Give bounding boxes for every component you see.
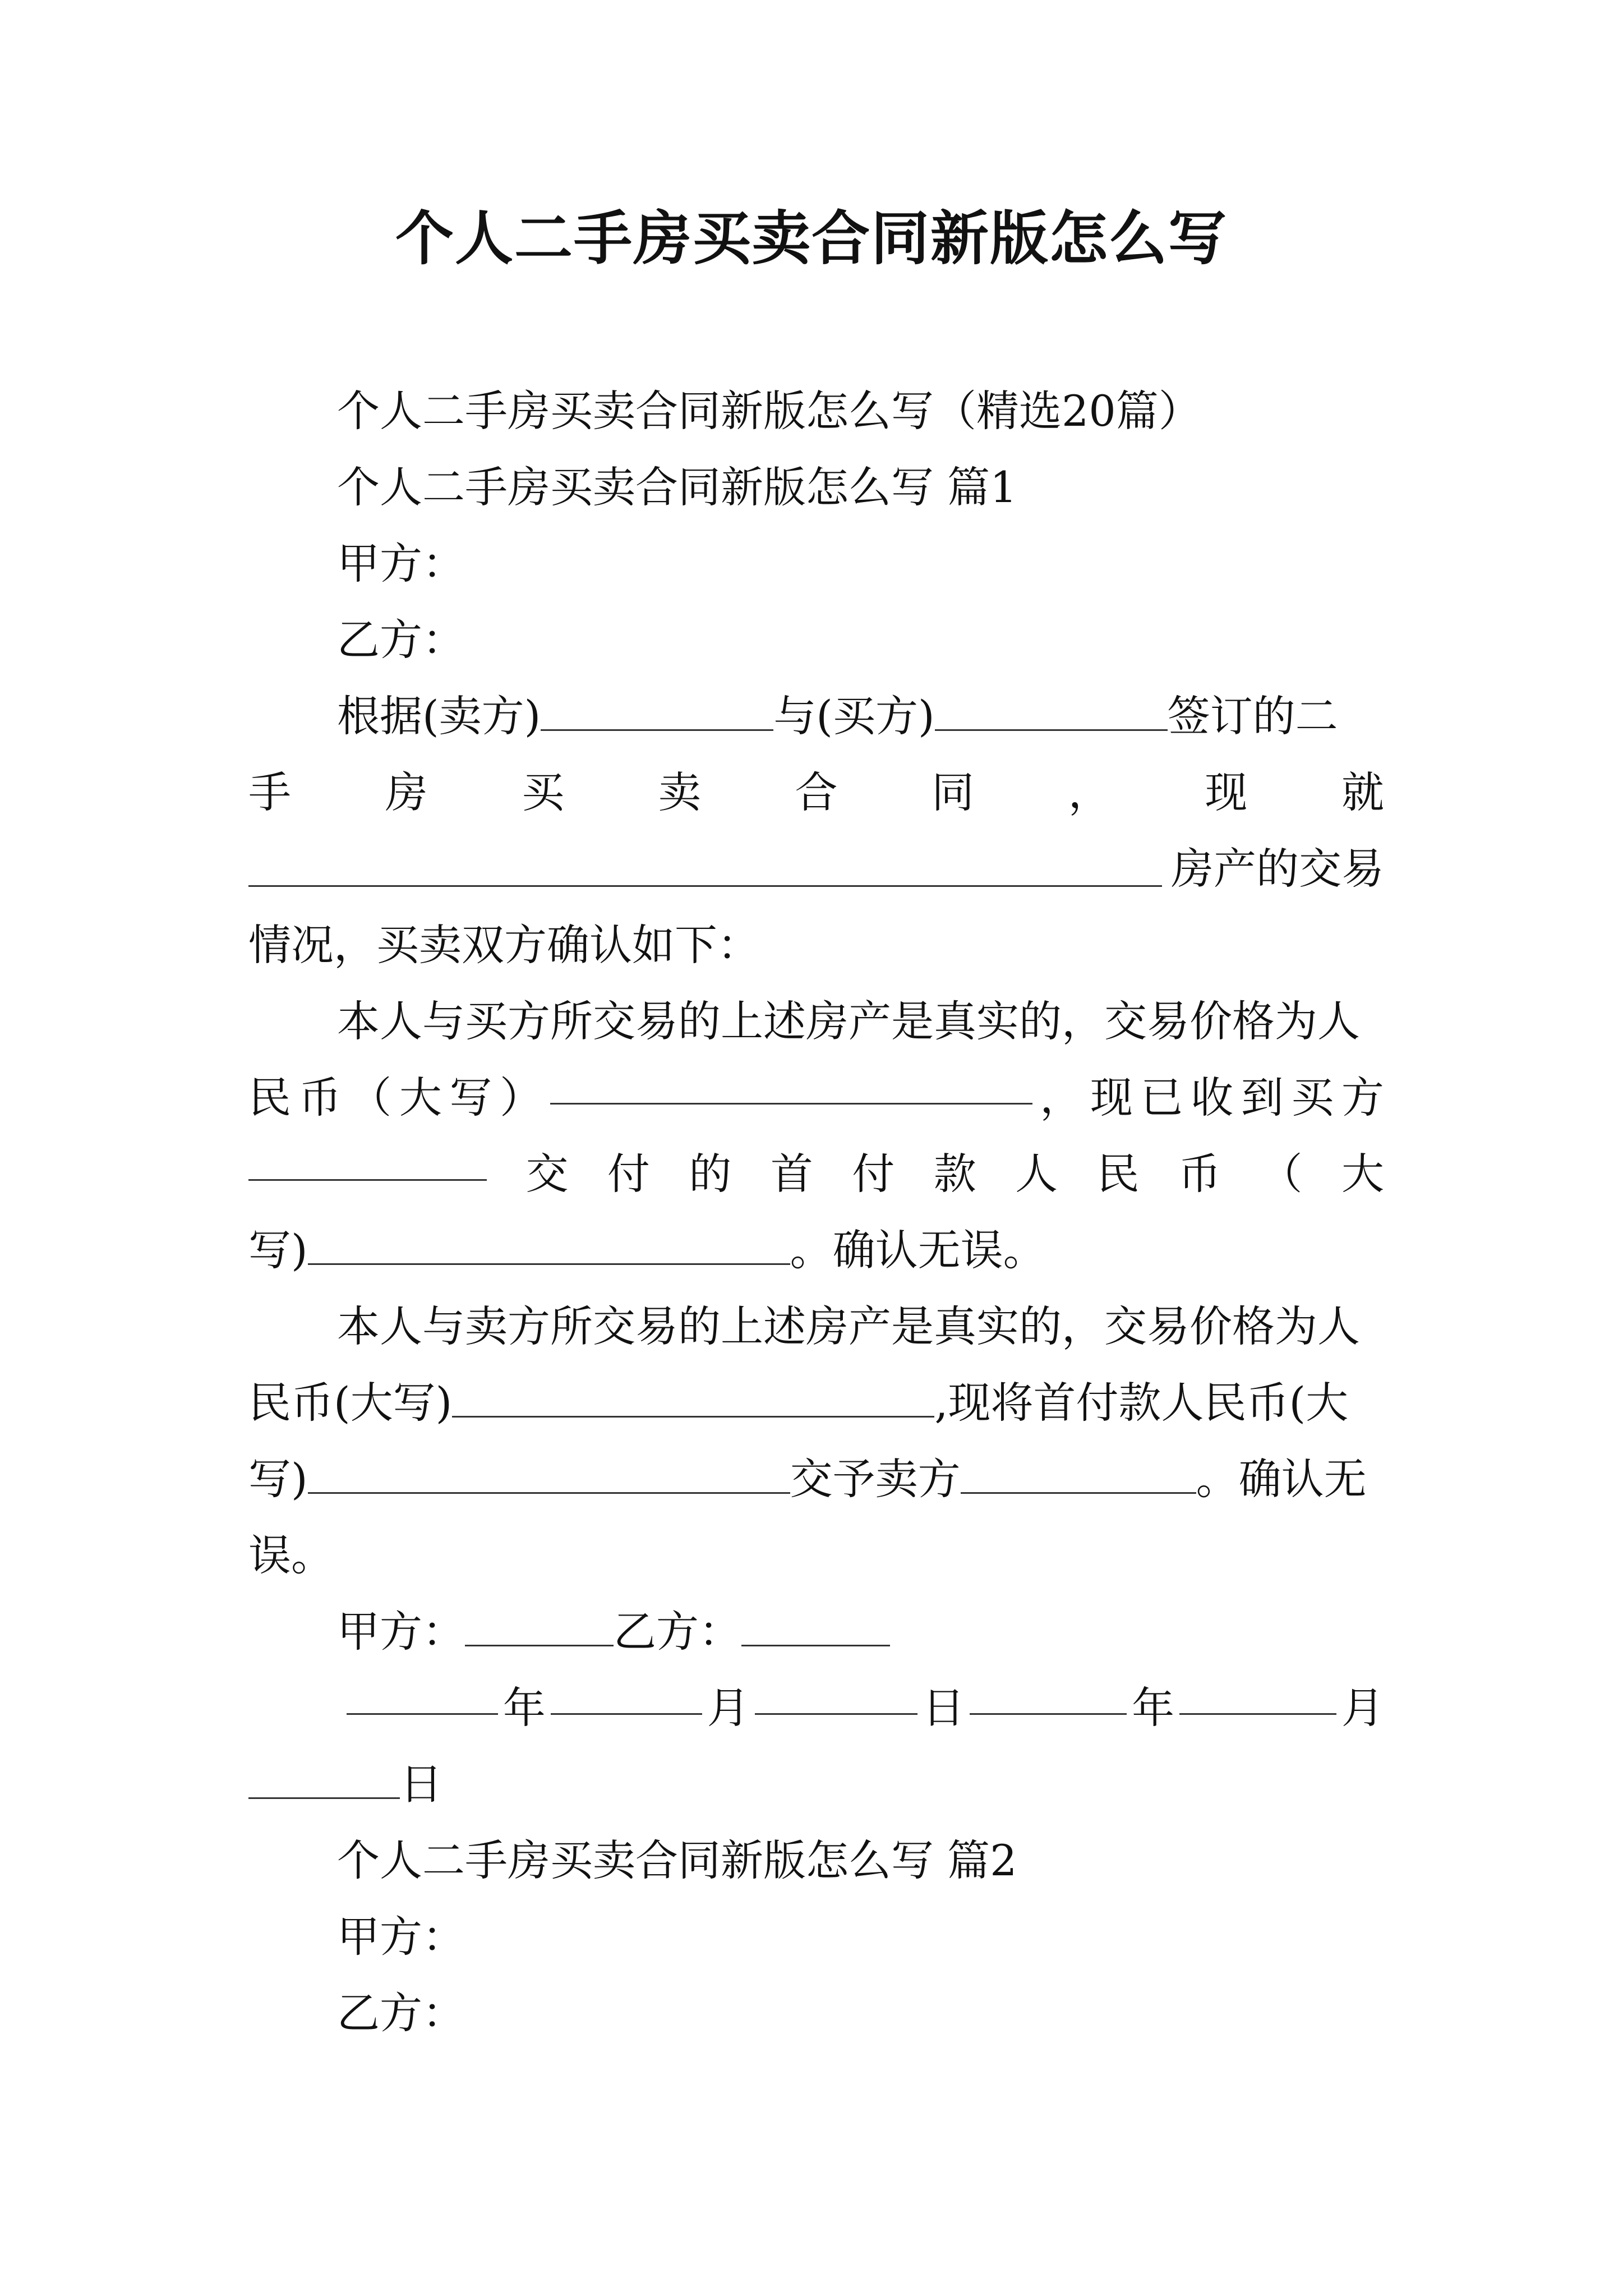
seller-name-blank xyxy=(961,1481,1196,1494)
date-line: 年 月 日 年 月 xyxy=(248,1670,1384,1746)
p2-line2: 民 币 （ 大 写 ） ， 现 已 收 到 买 方 xyxy=(248,1073,1384,1122)
price-blank xyxy=(550,1092,1032,1105)
part2-party-a-label: 甲方： xyxy=(337,1912,465,1962)
p1-line2: 手 房 买 卖 合 同 ， 现 就 xyxy=(248,767,1384,817)
p2-line4: 写) 。确认无误。 xyxy=(248,1225,1046,1275)
p3-line2: 民币(大写) ,现将首付款人民币(大 xyxy=(248,1378,1349,1428)
down-payment-blank xyxy=(308,1252,790,1265)
date-line-2: 日 xyxy=(248,1746,1384,1823)
buyer-name-blank xyxy=(248,1168,487,1181)
seller-blank xyxy=(541,718,773,731)
month-blank-a xyxy=(551,1702,702,1715)
part2-heading: 个人二手房买卖合同新版怎么写 篇2 xyxy=(337,1835,1017,1885)
party-a-label: 甲方： xyxy=(337,539,465,588)
p3-line4: 误。 xyxy=(248,1530,334,1580)
buyer-blank xyxy=(935,718,1168,731)
p1-line3: 房产的交易 xyxy=(248,831,1384,907)
month-blank-b xyxy=(1179,1702,1336,1715)
down-payment-blank-2 xyxy=(308,1481,790,1494)
document-title: 个人二手房买卖合同新版怎么写 xyxy=(395,204,1228,273)
p2-line3: 交 付 的 首 付 款 人 民 币 （ 大 xyxy=(248,1136,1384,1212)
property-blank xyxy=(248,874,1162,887)
p3-line3: 写) 交予卖方 。确认无 xyxy=(248,1454,1367,1504)
party-a-signature-blank xyxy=(465,1634,614,1646)
part1-heading: 个人二手房买卖合同新版怎么写 篇1 xyxy=(337,462,1017,512)
part2-party-b-label: 乙方： xyxy=(337,1988,465,2038)
day-blank-a xyxy=(755,1702,917,1715)
year-blank-b xyxy=(970,1702,1127,1715)
p1-line4: 情况，买卖双方确认如下： xyxy=(248,920,760,970)
signature-line: 甲方： 乙方： xyxy=(248,1594,1384,1670)
party-b-label: 乙方： xyxy=(337,615,465,665)
price-blank-2 xyxy=(452,1405,934,1418)
subtitle: 个人二手房买卖合同新版怎么写（精选20篇） xyxy=(337,386,1201,436)
p2-line1: 本人与买方所交易的上述房产是真实的，交易价格为人 xyxy=(337,996,1360,1046)
day-blank-b xyxy=(248,1786,400,1799)
p3-line1: 本人与卖方所交易的上述房产是真实的，交易价格为人 xyxy=(337,1301,1360,1351)
year-blank-a xyxy=(347,1702,498,1715)
p1-line1: 根据(卖方) 与(买方) 签订的二 xyxy=(337,691,1338,741)
party-b-signature-blank xyxy=(741,1634,890,1646)
